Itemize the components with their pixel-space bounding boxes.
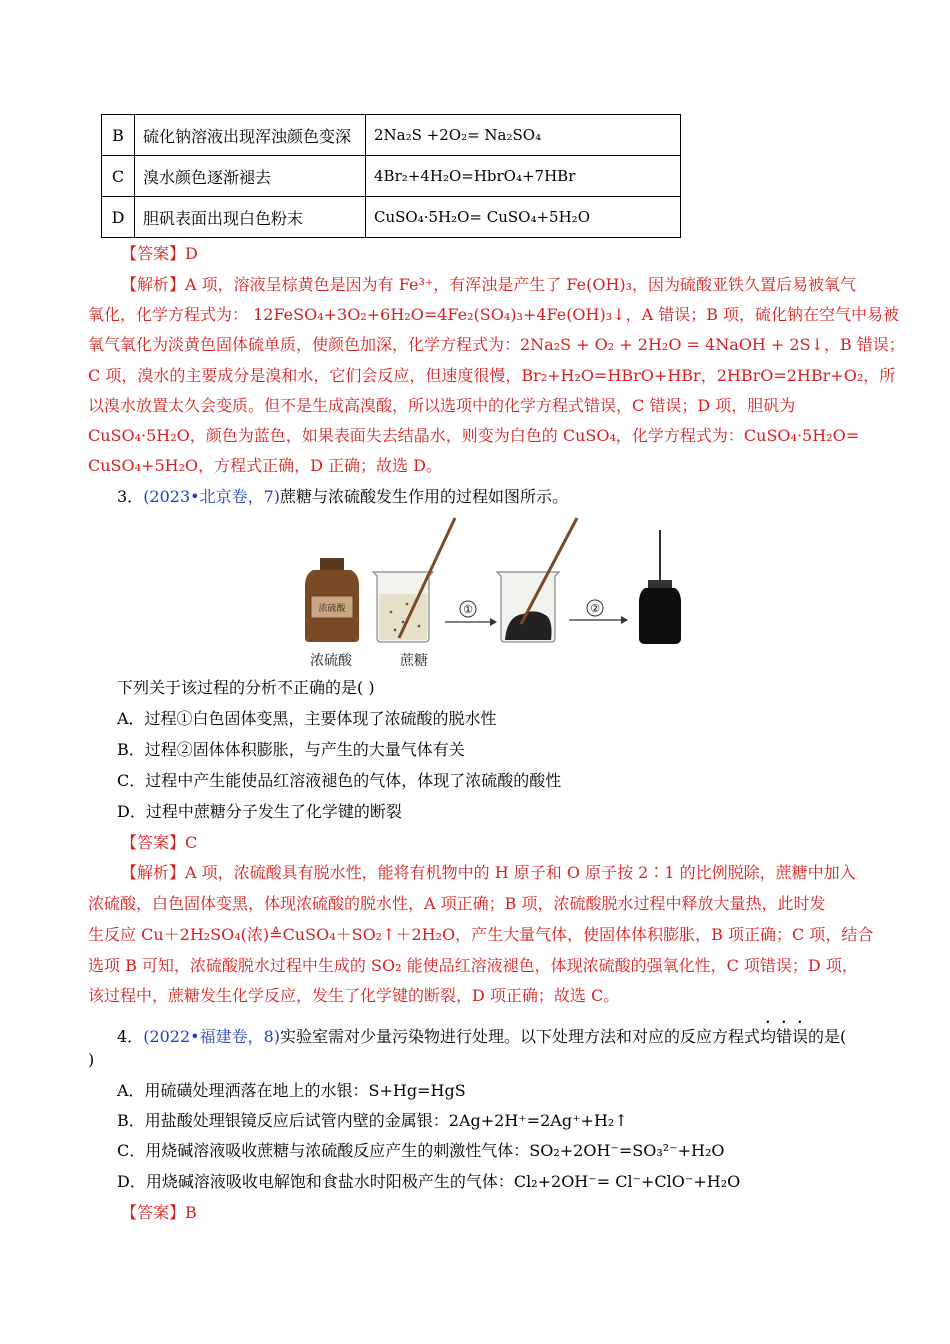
question-text-end: 的是( (808, 1027, 847, 1046)
q2-analysis-line: 以溴水放置太久会变质。但不是生成高溴酸，所以选项中的化学方程式错误，C 错误；D 项，胆矾为 (88, 396, 796, 415)
option-phenomenon: 溴水颜色逐渐褪去 (135, 156, 366, 197)
table-row (102, 197, 681, 238)
answer-value: B (185, 1203, 197, 1222)
arrow-step-2 (569, 600, 628, 624)
answer-value: D (185, 244, 198, 263)
q2-analysis-line: 氧化，化学方程式为： 12FeSO₄+3O₂+6H₂O=4Fe₂(SO₄)₃+4Fe(OH)₃↓，A 错误；B 项，硫化钠在空气中易被 (88, 305, 900, 324)
bottle-label: 浓硫酸 (318, 604, 346, 614)
option-key: C (102, 156, 135, 197)
q3-option-d: D．过程中蔗糖分子发生了化学键的断裂 (117, 802, 402, 821)
answer-label: 【答案】 (121, 833, 186, 852)
q2-analysis-line (121, 274, 856, 296)
q2-answer (121, 243, 198, 265)
analysis-label: 【解析】 (121, 863, 186, 882)
option-phenomenon: 硫化钠溶液出现浑浊颜色变深 (135, 115, 366, 156)
step-2-label: ② (590, 602, 600, 615)
q4-option-d: D．用烧碱溶液吸收电解饱和食盐水时阳极产生的气体：Cl₂+2OH⁻= Cl⁻+ClO⁻+H₂O (117, 1172, 741, 1191)
option-key: D (102, 197, 135, 238)
question-text: 实验室需对少量污染物进行处理。以下处理方法和对应的反应方程式 (280, 1027, 761, 1046)
answer-label: 【答案】 (121, 244, 186, 263)
q3-analysis-line: 浓硫酸，白色固体变黑，体现浓硫酸的脱水性，A 项正确；B 项，浓硫酸脱水过程中释放大量热，此时发 (88, 894, 826, 913)
question-text: 蔗糖与浓硫酸发生作用的过程如图所示。 (280, 487, 569, 506)
option-equation: 2Na₂S +2O₂= Na₂SO₄ (366, 115, 681, 156)
analysis-text: A 项，浓硫酸具有脱水性，能将有机物中的 H 原子和 O 原子按 2∶1 的比例脱除，蔗糖中加入 (185, 863, 856, 882)
question-source: (2023•北京卷，7) (143, 487, 281, 506)
answer-value: C (185, 833, 198, 852)
q2-analysis-line: CuSO₄·5H₂O，颜色为蓝色，如果表面失去结晶水，则变为白色的 CuSO₄，化学方程式为：CuSO₄·5H₂O= (88, 426, 860, 445)
q2-analysis-line: CuSO₄+5H₂O，方程式正确，D 正确；故选 D。 (88, 456, 442, 475)
q4-answer (121, 1202, 197, 1224)
reagent-bottle-icon (305, 558, 359, 642)
options-table (101, 114, 681, 238)
q4-option-a: A．用硫磺处理洒落在地上的水银：S+Hg=HgS (117, 1081, 466, 1100)
option-phenomenon: 胆矾表面出现白色粉末 (135, 197, 366, 238)
option-key: B (102, 115, 135, 156)
q3-analysis-line: 生反应 Cu＋2H₂SO₄(浓)≜CuSO₄＋SO₂↑＋2H₂O，产生大量气体，使固体体积膨胀，B 项正确；C 项，结合 (88, 925, 874, 944)
q2-analysis-line: 氧气氧化为淡黄色固体硫单质，使颜色加深，化学方程式为：2Na₂S + O₂ + 2H₂O = 4NaOH + 2S↓，B 错误； (88, 335, 905, 354)
option-equation: CuSO₄·5H₂O= CuSO₄+5H₂O (366, 197, 681, 238)
black-jar-icon (639, 530, 681, 644)
table-row (102, 115, 681, 156)
step-1-label: ① (463, 603, 473, 616)
q3-answer (121, 832, 197, 854)
analysis-text: A 项，溶液呈棕黄色是因为有 Fe³⁺，有浑浊是产生了 Fe(OH)₃，因为硫酸亚铁久置后易被氧气 (185, 275, 857, 294)
q2-analysis-line: C 项，溴水的主要成分是溴和水，它们会反应，但速度很慢，Br₂+H₂O=HBrO+HBr，2HBrO=2HBr+O₂，所 (88, 366, 896, 385)
question-number: 3． (117, 487, 144, 506)
q4-option-c: C．用烧碱溶液吸收蔗糖与浓硫酸反应产生的刺激性气体：SO₂+2OH⁻=SO₃²⁻+H₂O (117, 1141, 725, 1160)
question-source: (2022•福建卷，8) (143, 1027, 281, 1046)
beaker-carbon-icon (497, 518, 577, 642)
analysis-label: 【解析】 (121, 275, 186, 294)
q3-analysis-line: 选项 B 可知，浓硫酸脱水过程中生成的 SO₂ 能使品红溶液褪色，体现浓硫酸的强氧化性，C 项错误；D 项， (88, 956, 858, 975)
question-number: 4． (117, 1027, 144, 1046)
emphasis-text: 均错误 (760, 1027, 809, 1046)
caption-sugar: 蔗糖 (400, 653, 428, 669)
q4-stem-cont: ) (88, 1050, 95, 1069)
q4-option-b: B．用盐酸处理银镜反应后试管内壁的金属银：2Ag+2H⁺=2Ag⁺+H₂↑ (117, 1111, 628, 1130)
caption-acid: 浓硫酸 (310, 653, 352, 669)
answer-label: 【答案】 (121, 1203, 186, 1222)
q3-option-b: B．过程②固体体积膨胀，与产生的大量气体有关 (117, 740, 465, 759)
q3-option-c: C．过程中产生能使品红溶液褪色的气体，体现了浓硫酸的酸性 (117, 771, 562, 790)
table-row (102, 156, 681, 197)
option-equation: 4Br₂+4H₂O=HbrO₄+7HBr (366, 156, 681, 197)
q3-analysis-line: 该过程中，蔗糖发生化学反应，发生了化学键的断裂，D 项正确；故选 C。 (88, 986, 620, 1005)
q3-option-a: A．过程①白色固体变黑，主要体现了浓硫酸的脱水性 (117, 709, 497, 728)
beaker-sugar-icon (373, 518, 455, 642)
q3-question: 下列关于该过程的分析不正确的是( ) (117, 678, 375, 697)
q4-stem (117, 1018, 846, 1048)
experiment-figure (295, 512, 695, 672)
q3-stem (117, 486, 568, 508)
arrow-step-1 (445, 601, 497, 626)
q3-analysis-line (121, 862, 856, 884)
